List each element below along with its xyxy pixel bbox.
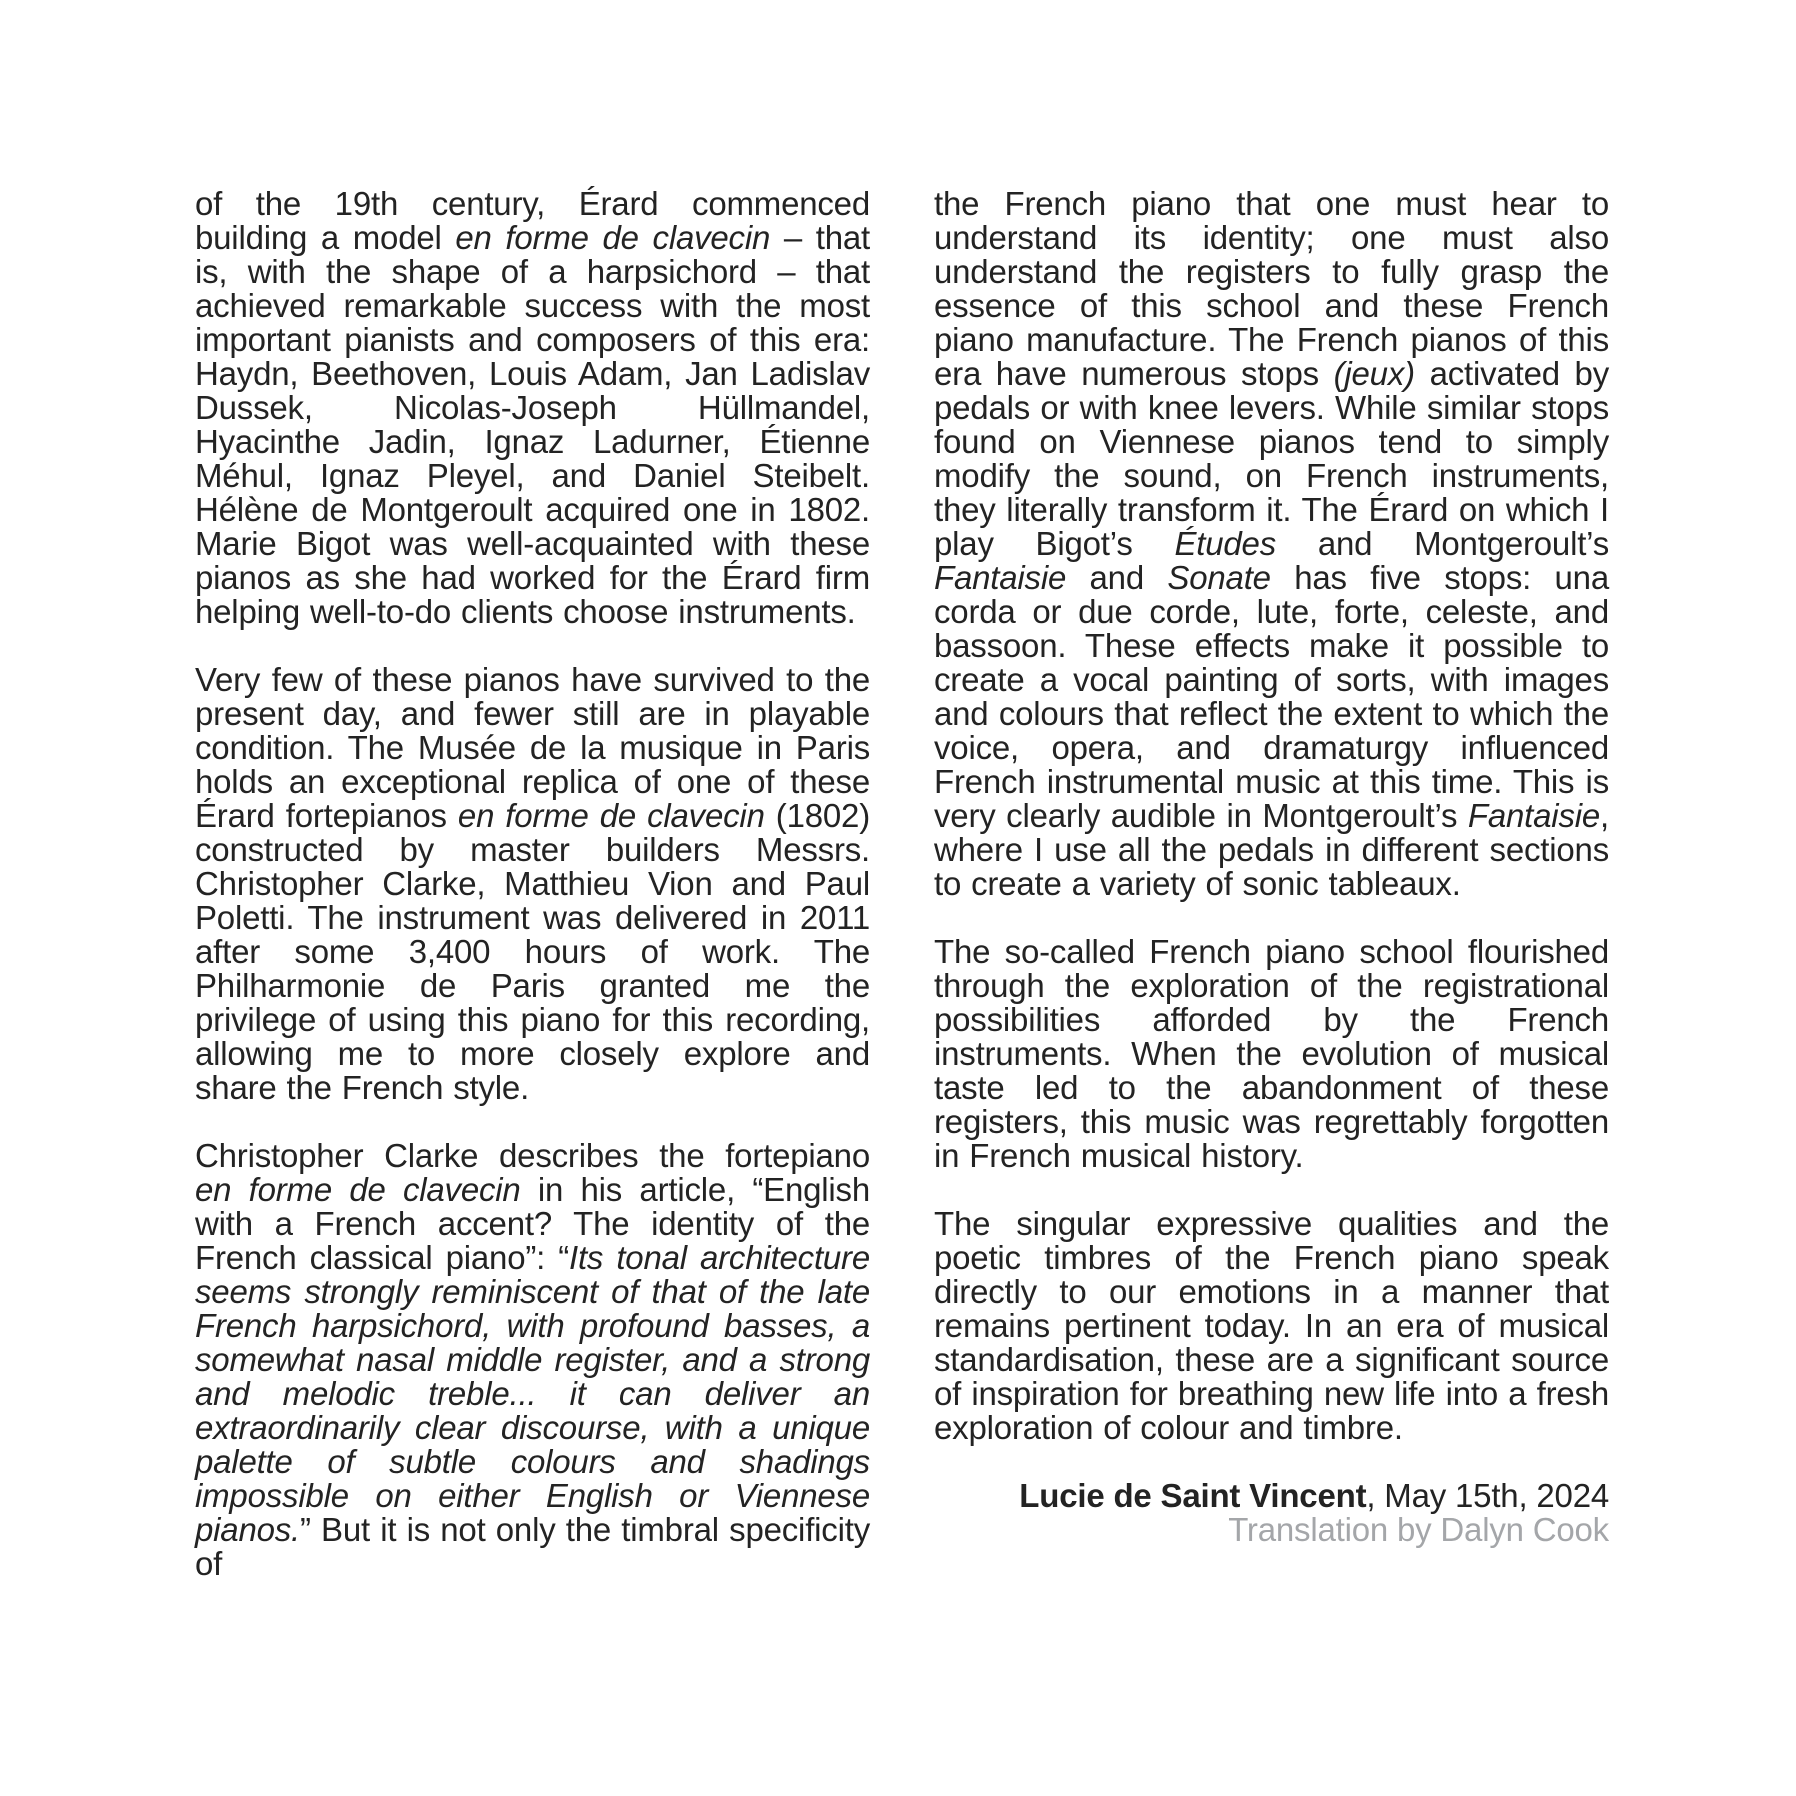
text-run: the French piano that one must hear to understand its identity; one must also understand the registers to fully grasp the essence of this school and these French piano manufacture. The French pianos of this era have numerous stops xyxy=(934,185,1609,392)
italic-text-run: en forme de clavecin xyxy=(195,1171,521,1208)
italic-text-run: (jeux) xyxy=(1333,355,1415,392)
text-run: ” But it is not only the timbral specificity of xyxy=(195,1511,870,1582)
italic-text-run: Sonate xyxy=(1167,559,1271,596)
paragraph xyxy=(934,935,1609,1173)
italic-text-run: Fantaisie xyxy=(1467,797,1601,834)
text-run: The so-called French piano school flourished through the exploration of the registrational possibilities afforded by the French instruments. When the evolution of musical taste led to the abandonment of these registers, this music was regrettably forgotten in French musical history. xyxy=(934,933,1609,1174)
text-run: has five stops: una corda or due corde, lute, forte, celeste, and bassoon. These effects make it possible to create a vocal painting of sorts, with images and colours that reflect the extent to which the voice, opera, and dramaturgy influenced French instrumental music at this time. This is very clearly audible in Montgeroult’s xyxy=(934,559,1609,834)
paragraph xyxy=(195,663,870,1105)
signature-line xyxy=(934,1479,1609,1513)
text-run: , where I use all the pedals in different sections to create a variety of sonic tableaux. xyxy=(934,797,1609,902)
text-columns xyxy=(195,187,1609,1615)
paragraph xyxy=(195,1139,870,1581)
text-run: Very few of these pianos have survived to the present day, and fewer still are in playable condition. The Musée de la musique in Paris holds an exceptional replica of one of these Érard fortepianos xyxy=(195,661,870,834)
text-run: (1802) constructed by master builders Messrs. Christopher Clarke, Matthieu Vion and Paul Poletti. The instrument was delivered in 2011 after some 3,400 hours of work. The Philharmonie de Paris granted me the privilege of using this piano for this recording, allowing me to more closely explore and share the French style. xyxy=(195,797,870,1106)
text-run: – that is, with the shape of a harpsichord – that achieved remarkable success with the most important pianists and composers of this era: Haydn, Beethoven, Louis Adam, Jan Ladislav Dussek, Nicolas-Joseph Hüllmandel, Hyacinthe Jadin, Ignaz Ladurner, Étienne Méhul, Ignaz Pleyel, and Daniel Steibelt. Hélène de Montgeroult acquired one in 1802. Marie Bigot was well-acquainted with these pianos as she had worked for the Érard firm helping well-to-do clients choose instruments. xyxy=(195,219,870,630)
text-run: Christopher Clarke describes the fortepiano xyxy=(195,1137,870,1174)
text-run: in his article, “English with a French accent? The identity of the French classical piano”: “ xyxy=(195,1171,870,1276)
column-right-paragraphs xyxy=(934,187,1609,1445)
text-run: activated by pedals or with knee levers. While similar stops found on Viennese pianos tend to simply modify the sound, on French instruments, they literally transform it. The Érard on which I play Bigot’s xyxy=(934,355,1610,562)
text-run: and xyxy=(1066,559,1168,596)
column-left-paragraphs xyxy=(195,187,870,1581)
italic-text-run: Études xyxy=(1174,525,1276,562)
signature-block xyxy=(934,1479,1609,1547)
text-run: and Montgeroult’s xyxy=(1276,525,1610,562)
paragraph xyxy=(934,1207,1609,1445)
text-run: The singular expressive qualities and the poetic timbres of the French piano speak directly to our emotions in a manner that remains pertinent today. In an era of musical standardisation, these are a significant source of inspiration for breathing new life into a fresh exploration of colour and timbre. xyxy=(934,1205,1609,1446)
translation-credit: Translation by Dalyn Cook xyxy=(1228,1511,1609,1548)
text-run: of the 19th century, Érard commenced building a model xyxy=(195,185,870,256)
paragraph xyxy=(195,187,870,629)
column-right xyxy=(934,187,1609,1615)
italic-text-run: Its tonal architecture seems strongly reminiscent of that of the late French harpsichord, with profound basses, a somewhat nasal middle register, and a strong and melodic treble... it can deliver an extraordinarily clear discourse, with a unique palette of subtle colours and shadings impossible on either English or Viennese pianos. xyxy=(195,1239,871,1548)
author-name: Lucie de Saint Vincent xyxy=(1019,1477,1367,1514)
italic-text-run: Fantaisie xyxy=(934,559,1067,596)
italic-text-run: en forme de clavecin xyxy=(455,219,771,256)
signature-date: , May 15th, 2024 xyxy=(1366,1477,1609,1514)
column-left xyxy=(195,187,870,1615)
paragraph xyxy=(934,187,1609,901)
italic-text-run: en forme de clavecin xyxy=(457,797,765,834)
